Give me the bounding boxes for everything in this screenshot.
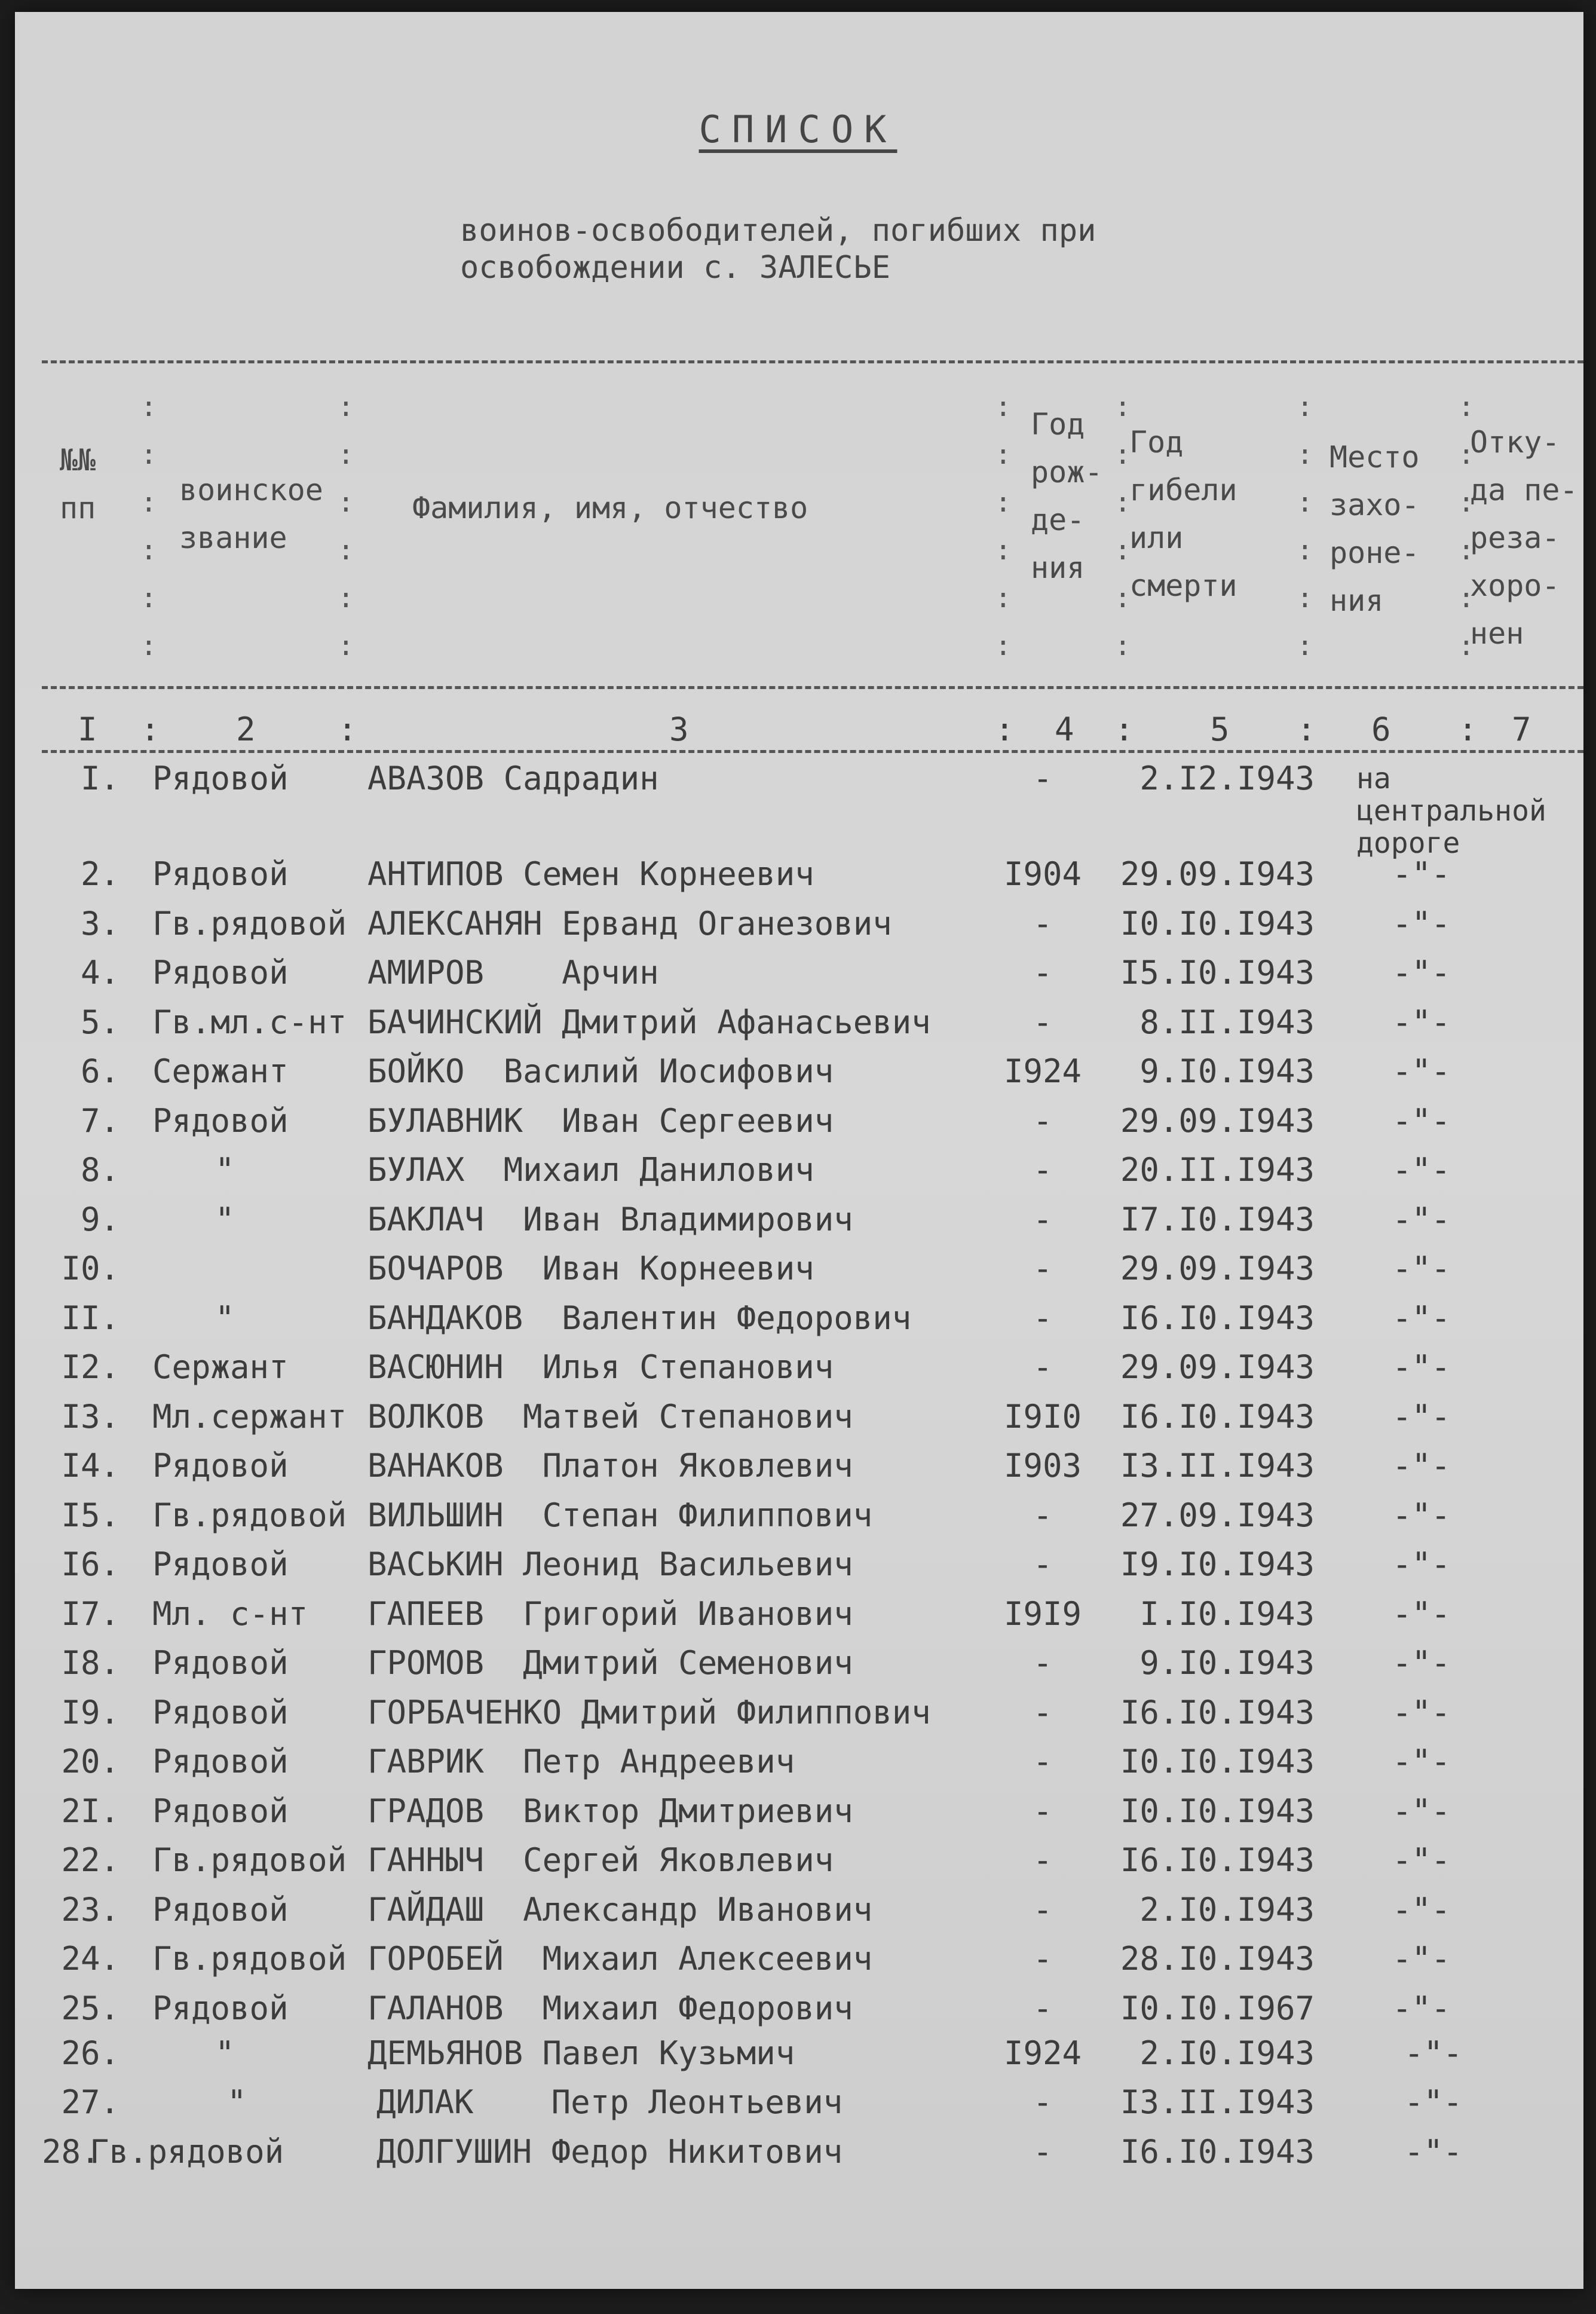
table-row bbox=[0, 1097, 1596, 1146]
row-number: I2. bbox=[61, 1348, 120, 1386]
row-number: I7. bbox=[61, 1595, 120, 1633]
row-full-name: ВАСЬКИН Леонид Васильевич bbox=[367, 1545, 853, 1583]
row-number: 28. bbox=[42, 2133, 100, 2171]
row-death-date: I6.I0.I943 bbox=[1120, 1299, 1315, 1337]
column-separator: : bbox=[338, 711, 357, 748]
row-full-name: ВАНАКОВ Платон Яковлевич bbox=[367, 1447, 853, 1484]
row-death-date: 28.I0.I943 bbox=[1120, 1940, 1315, 1978]
column-number-row bbox=[0, 705, 1596, 754]
row-number: 6. bbox=[80, 1052, 120, 1090]
row-number: 22. bbox=[61, 1841, 120, 1879]
row-death-date: 9.I0.I943 bbox=[1139, 1644, 1315, 1682]
row-burial-place: -"- bbox=[1392, 1151, 1451, 1189]
row-full-name: ДОЛГУШИН Федор Никитович bbox=[376, 2133, 843, 2171]
row-full-name: ГОРБАЧЕНКО Дмитрий Филиппович bbox=[367, 1694, 931, 1731]
column-separator: : bbox=[1114, 711, 1134, 748]
row-birth-year: - bbox=[1033, 760, 1053, 797]
row-number: I8. bbox=[61, 1644, 120, 1682]
document-title: СПИСОК bbox=[699, 108, 897, 151]
header-born: Год рож- де- ния bbox=[1031, 407, 1103, 585]
header-divider: : : : : : : bbox=[1297, 390, 1313, 662]
row-death-date: 29.09.I943 bbox=[1120, 855, 1315, 893]
table-row bbox=[0, 1294, 1596, 1343]
row-birth-year: - bbox=[1033, 1299, 1053, 1337]
row-birth-year: I924 bbox=[1003, 1052, 1082, 1090]
table-row bbox=[0, 1935, 1596, 1984]
column-number: 4 bbox=[1055, 711, 1074, 748]
row-burial-place: -"- bbox=[1404, 2083, 1463, 2121]
row-full-name: АЛЕКСАНЯН Ерванд Оганезович bbox=[367, 905, 892, 942]
column-number: 3 bbox=[669, 711, 689, 748]
table-row bbox=[0, 1639, 1596, 1688]
row-burial-place: -"- bbox=[1392, 1003, 1451, 1041]
row-burial-place: -"- bbox=[1404, 2034, 1463, 2072]
row-burial-place: -"- bbox=[1392, 1940, 1451, 1978]
row-death-date: 27.09.I943 bbox=[1120, 1496, 1315, 1534]
row-number: I. bbox=[80, 760, 120, 797]
table-row bbox=[0, 948, 1596, 997]
row-death-date: 2.I2.I943 bbox=[1139, 760, 1315, 797]
row-full-name: ВОЛКОВ Матвей Степанович bbox=[367, 1398, 853, 1435]
row-rank: Рядовой bbox=[152, 1102, 289, 1140]
row-birth-year: - bbox=[1033, 905, 1053, 942]
column-number: 2 bbox=[236, 711, 256, 748]
header-num: №№ пп bbox=[60, 443, 96, 525]
table-row bbox=[0, 899, 1596, 948]
row-birth-year: - bbox=[1033, 1102, 1053, 1140]
row-rank: Рядовой bbox=[152, 855, 289, 893]
row-birth-year: - bbox=[1033, 2133, 1053, 2171]
row-birth-year: - bbox=[1033, 1694, 1053, 1731]
row-birth-year: - bbox=[1033, 954, 1053, 991]
row-death-date: I3.II.I943 bbox=[1120, 2083, 1315, 2121]
column-separator: : bbox=[1297, 711, 1316, 748]
row-burial-place: -"- bbox=[1392, 1694, 1451, 1731]
row-burial-place: -"- bbox=[1392, 954, 1451, 991]
header-death: Год гибели или смерти bbox=[1129, 425, 1237, 603]
row-birth-year: I924 bbox=[1003, 2034, 1082, 2072]
row-full-name: ВАСЮНИН Илья Степанович bbox=[367, 1348, 834, 1386]
row-birth-year: - bbox=[1033, 1348, 1053, 1386]
row-burial-place: -"- bbox=[1392, 1102, 1451, 1140]
row-rank: Рядовой bbox=[152, 1891, 289, 1929]
subtitle-line-1: воинов-освободителей, погибших при bbox=[460, 213, 1096, 249]
row-birth-year: I903 bbox=[1003, 1447, 1082, 1484]
row-birth-year: - bbox=[1033, 1201, 1053, 1238]
row-birth-year: - bbox=[1033, 1003, 1053, 1041]
row-number: 20. bbox=[61, 1743, 120, 1780]
row-full-name: ДИЛАК Петр Леонтьевич bbox=[376, 2083, 843, 2121]
table-row bbox=[0, 2128, 1596, 2177]
row-full-name: БАЧИНСКИЙ Дмитрий Афанасьевич bbox=[367, 1003, 931, 1041]
row-full-name: АВАЗОВ Садрадин bbox=[367, 760, 659, 797]
row-number: 8. bbox=[80, 1151, 120, 1189]
table-row bbox=[0, 1540, 1596, 1589]
row-burial-place: -"- bbox=[1392, 855, 1451, 893]
row-rank: " bbox=[215, 1299, 235, 1337]
table-row bbox=[0, 1984, 1596, 2033]
row-rank: Гв.рядовой bbox=[152, 1841, 347, 1879]
row-number: 23. bbox=[61, 1891, 120, 1929]
row-death-date: I6.I0.I943 bbox=[1120, 1398, 1315, 1435]
row-birth-year: - bbox=[1033, 1841, 1053, 1879]
row-death-date: 2.I0.I943 bbox=[1139, 2034, 1315, 2072]
column-separator: : bbox=[1458, 711, 1478, 748]
row-rank: Гв.рядовой bbox=[90, 2133, 284, 2171]
row-death-date: 2.I0.I943 bbox=[1139, 1891, 1315, 1929]
row-burial-place: -"- bbox=[1392, 1595, 1451, 1633]
row-number: 9. bbox=[80, 1201, 120, 1238]
row-rank: " bbox=[227, 2083, 247, 2121]
row-number: 24. bbox=[61, 1940, 120, 1978]
row-death-date: I.I0.I943 bbox=[1139, 1595, 1315, 1633]
table-row bbox=[0, 1491, 1596, 1540]
header-divider: : : : : : : bbox=[995, 390, 1012, 662]
table-row bbox=[0, 1047, 1596, 1096]
row-burial-place: -"- bbox=[1392, 1348, 1451, 1386]
row-burial-place: -"- bbox=[1392, 1841, 1451, 1879]
row-full-name: АНТИПОВ Семен Корнеевич bbox=[367, 855, 814, 893]
row-rank: " bbox=[215, 1201, 235, 1238]
column-number: 6 bbox=[1371, 711, 1391, 748]
column-separator: : bbox=[140, 711, 160, 748]
row-burial-place: -"- bbox=[1404, 2133, 1463, 2171]
column-number: I bbox=[78, 711, 97, 748]
row-birth-year: I9I9 bbox=[1003, 1595, 1082, 1633]
header-divider: : : : : : : bbox=[338, 390, 354, 662]
row-number: I5. bbox=[61, 1496, 120, 1534]
row-rank: Гв.рядовой bbox=[152, 905, 347, 942]
row-rank: Рядовой bbox=[152, 1989, 289, 2027]
row-death-date: I6.I0.I943 bbox=[1120, 1694, 1315, 1731]
row-death-date: 20.II.I943 bbox=[1120, 1151, 1315, 1189]
row-rank: Рядовой bbox=[152, 1792, 289, 1830]
row-rank: Мл. с-нт bbox=[152, 1595, 308, 1633]
row-rank: Рядовой bbox=[152, 1694, 289, 1731]
row-full-name: ГРАДОВ Виктор Дмитриевич bbox=[367, 1792, 853, 1830]
row-full-name: ГАВРИК Петр Андреевич bbox=[367, 1743, 795, 1780]
row-full-name: ДЕМЬЯНОВ Павел Кузьмич bbox=[367, 2034, 795, 2072]
row-birth-year: - bbox=[1033, 1496, 1053, 1534]
row-full-name: ГАННЫЧ Сергей Яковлевич bbox=[367, 1841, 834, 1879]
row-death-date: I3.II.I943 bbox=[1120, 1447, 1315, 1484]
row-birth-year: - bbox=[1033, 1743, 1053, 1780]
row-birth-year: - bbox=[1033, 1545, 1053, 1583]
table-row bbox=[0, 1787, 1596, 1836]
row-number: 25. bbox=[61, 1989, 120, 2027]
row-rank: Рядовой bbox=[152, 1743, 289, 1780]
row-rank: Рядовой bbox=[152, 954, 289, 991]
table-row bbox=[0, 2078, 1596, 2127]
row-full-name: ГАПЕЕВ Григорий Иванович bbox=[367, 1595, 853, 1633]
row-number: I4. bbox=[61, 1447, 120, 1484]
header-bottom-rule bbox=[42, 686, 1583, 689]
row-full-name: АМИРОВ Арчин bbox=[367, 954, 659, 991]
header-name: Фамилия, имя, отчество bbox=[412, 491, 808, 525]
row-rank: Рядовой bbox=[152, 1447, 289, 1484]
table-row bbox=[0, 1343, 1596, 1392]
table-row bbox=[0, 1441, 1596, 1490]
row-burial-place: на центральной дороге bbox=[1356, 762, 1546, 860]
row-number: I3. bbox=[61, 1398, 120, 1435]
row-number: 2I. bbox=[61, 1792, 120, 1830]
row-rank: Рядовой bbox=[152, 1545, 289, 1583]
row-death-date: I7.I0.I943 bbox=[1120, 1201, 1315, 1238]
row-death-date: 9.I0.I943 bbox=[1139, 1052, 1315, 1090]
row-death-date: 8.II.I943 bbox=[1139, 1003, 1315, 1041]
header-divider: : : : : : : bbox=[1458, 390, 1475, 662]
row-death-date: I9.I0.I943 bbox=[1120, 1545, 1315, 1583]
row-number: 3. bbox=[80, 905, 120, 942]
row-burial-place: -"- bbox=[1392, 1201, 1451, 1238]
header-place: Место захо- роне- ния bbox=[1330, 440, 1420, 618]
row-burial-place: -"- bbox=[1392, 1496, 1451, 1534]
row-death-date: I0.I0.I967 bbox=[1120, 1989, 1315, 2027]
row-birth-year: - bbox=[1033, 1250, 1053, 1287]
row-burial-place: -"- bbox=[1392, 1398, 1451, 1435]
row-full-name: ГРОМОВ Дмитрий Семенович bbox=[367, 1644, 853, 1682]
row-burial-place: -"- bbox=[1392, 1545, 1451, 1583]
table-row bbox=[0, 1688, 1596, 1737]
row-full-name: БУЛАВНИК Иван Сергеевич bbox=[367, 1102, 834, 1140]
row-birth-year: - bbox=[1033, 1940, 1053, 1978]
table-row bbox=[0, 1146, 1596, 1195]
row-burial-place: -"- bbox=[1392, 1299, 1451, 1337]
row-number: I9. bbox=[61, 1694, 120, 1731]
row-full-name: ГОРОБЕЙ Михаил Алексеевич bbox=[367, 1940, 873, 1978]
row-burial-place: -"- bbox=[1392, 1644, 1451, 1682]
row-number: 2. bbox=[80, 855, 120, 893]
table-row bbox=[0, 2029, 1596, 2078]
row-death-date: 29.09.I943 bbox=[1120, 1348, 1315, 1386]
table-row bbox=[0, 1886, 1596, 1935]
row-full-name: БОЧАРОВ Иван Корнеевич bbox=[367, 1250, 814, 1287]
row-rank: Мл.сержант bbox=[152, 1398, 347, 1435]
row-full-name: ВИЛЬШИН Степан Филиппович bbox=[367, 1496, 873, 1534]
header-top-rule bbox=[42, 360, 1583, 363]
row-burial-place: -"- bbox=[1392, 1250, 1451, 1287]
row-number: 5. bbox=[80, 1003, 120, 1041]
column-number: 7 bbox=[1512, 711, 1531, 748]
table-row bbox=[0, 1836, 1596, 1885]
row-rank: Сержант bbox=[152, 1348, 289, 1386]
row-number: 4. bbox=[80, 954, 120, 991]
row-death-date: 29.09.I943 bbox=[1120, 1102, 1315, 1140]
row-rank: Гв.рядовой bbox=[152, 1496, 347, 1534]
table-row bbox=[0, 1195, 1596, 1244]
row-number: I0. bbox=[61, 1250, 120, 1287]
row-death-date: I5.I0.I943 bbox=[1120, 954, 1315, 991]
header-from: Отку- да пе- реза- хоро- нен bbox=[1470, 425, 1578, 651]
row-full-name: ГАЛАНОВ Михаил Федорович bbox=[367, 1989, 853, 2027]
table-row bbox=[0, 1244, 1596, 1293]
row-burial-place: -"- bbox=[1392, 1743, 1451, 1780]
row-rank: " bbox=[215, 1151, 235, 1189]
row-number: 7. bbox=[80, 1102, 120, 1140]
row-burial-place: -"- bbox=[1392, 905, 1451, 942]
row-full-name: БАКЛАЧ Иван Владимирович bbox=[367, 1201, 853, 1238]
row-birth-year: - bbox=[1033, 1792, 1053, 1830]
row-birth-year: - bbox=[1033, 1151, 1053, 1189]
row-birth-year: I9I0 bbox=[1003, 1398, 1082, 1435]
header-divider: : : : : : : bbox=[1114, 390, 1131, 662]
row-rank: Гв.рядовой bbox=[152, 1940, 347, 1978]
table-row bbox=[0, 998, 1596, 1047]
table-row bbox=[0, 850, 1596, 899]
row-full-name: БУЛАХ Михаил Данилович bbox=[367, 1151, 814, 1189]
row-rank: " bbox=[215, 2034, 235, 2072]
row-birth-year: I904 bbox=[1003, 855, 1082, 893]
row-birth-year: - bbox=[1033, 2083, 1053, 2121]
header-divider: : : : : : : bbox=[140, 390, 157, 662]
row-number: 26. bbox=[61, 2034, 120, 2072]
document-subtitle bbox=[460, 212, 1096, 286]
row-death-date: I0.I0.I943 bbox=[1120, 905, 1315, 942]
row-birth-year: - bbox=[1033, 1989, 1053, 2027]
table-row bbox=[0, 1590, 1596, 1639]
row-burial-place: -"- bbox=[1392, 1891, 1451, 1929]
row-rank: Рядовой bbox=[152, 1644, 289, 1682]
row-number: I6. bbox=[61, 1545, 120, 1583]
header-rank: воинское звание bbox=[179, 473, 323, 555]
row-death-date: I0.I0.I943 bbox=[1120, 1743, 1315, 1780]
row-rank: Гв.мл.с-нт bbox=[152, 1003, 347, 1041]
row-burial-place: -"- bbox=[1392, 1792, 1451, 1830]
row-rank: Рядовой bbox=[152, 760, 289, 797]
row-birth-year: - bbox=[1033, 1891, 1053, 1929]
row-rank: Сержант bbox=[152, 1052, 289, 1090]
subtitle-line-2: освобождении с. ЗАЛЕСЬЕ bbox=[460, 250, 891, 286]
row-death-date: 29.09.I943 bbox=[1120, 1250, 1315, 1287]
row-burial-place: -"- bbox=[1392, 1052, 1451, 1090]
row-burial-place: -"- bbox=[1392, 1447, 1451, 1484]
row-full-name: ГАЙДАШ Александр Иванович bbox=[367, 1891, 873, 1929]
row-birth-year: - bbox=[1033, 1644, 1053, 1682]
column-separator: : bbox=[995, 711, 1015, 748]
table-row bbox=[0, 1392, 1596, 1441]
row-burial-place: -"- bbox=[1392, 1989, 1451, 2027]
row-number: II. bbox=[61, 1299, 120, 1337]
table-row bbox=[0, 754, 1596, 860]
table-row bbox=[0, 1737, 1596, 1786]
row-number: 27. bbox=[61, 2083, 120, 2121]
row-death-date: I0.I0.I943 bbox=[1120, 1792, 1315, 1830]
row-death-date: I6.I0.I943 bbox=[1120, 2133, 1315, 2171]
column-number: 5 bbox=[1210, 711, 1230, 748]
row-full-name: БАНДАКОВ Валентин Федорович bbox=[367, 1299, 912, 1337]
row-death-date: I6.I0.I943 bbox=[1120, 1841, 1315, 1879]
row-full-name: БОЙКО Василий Иосифович bbox=[367, 1052, 834, 1090]
